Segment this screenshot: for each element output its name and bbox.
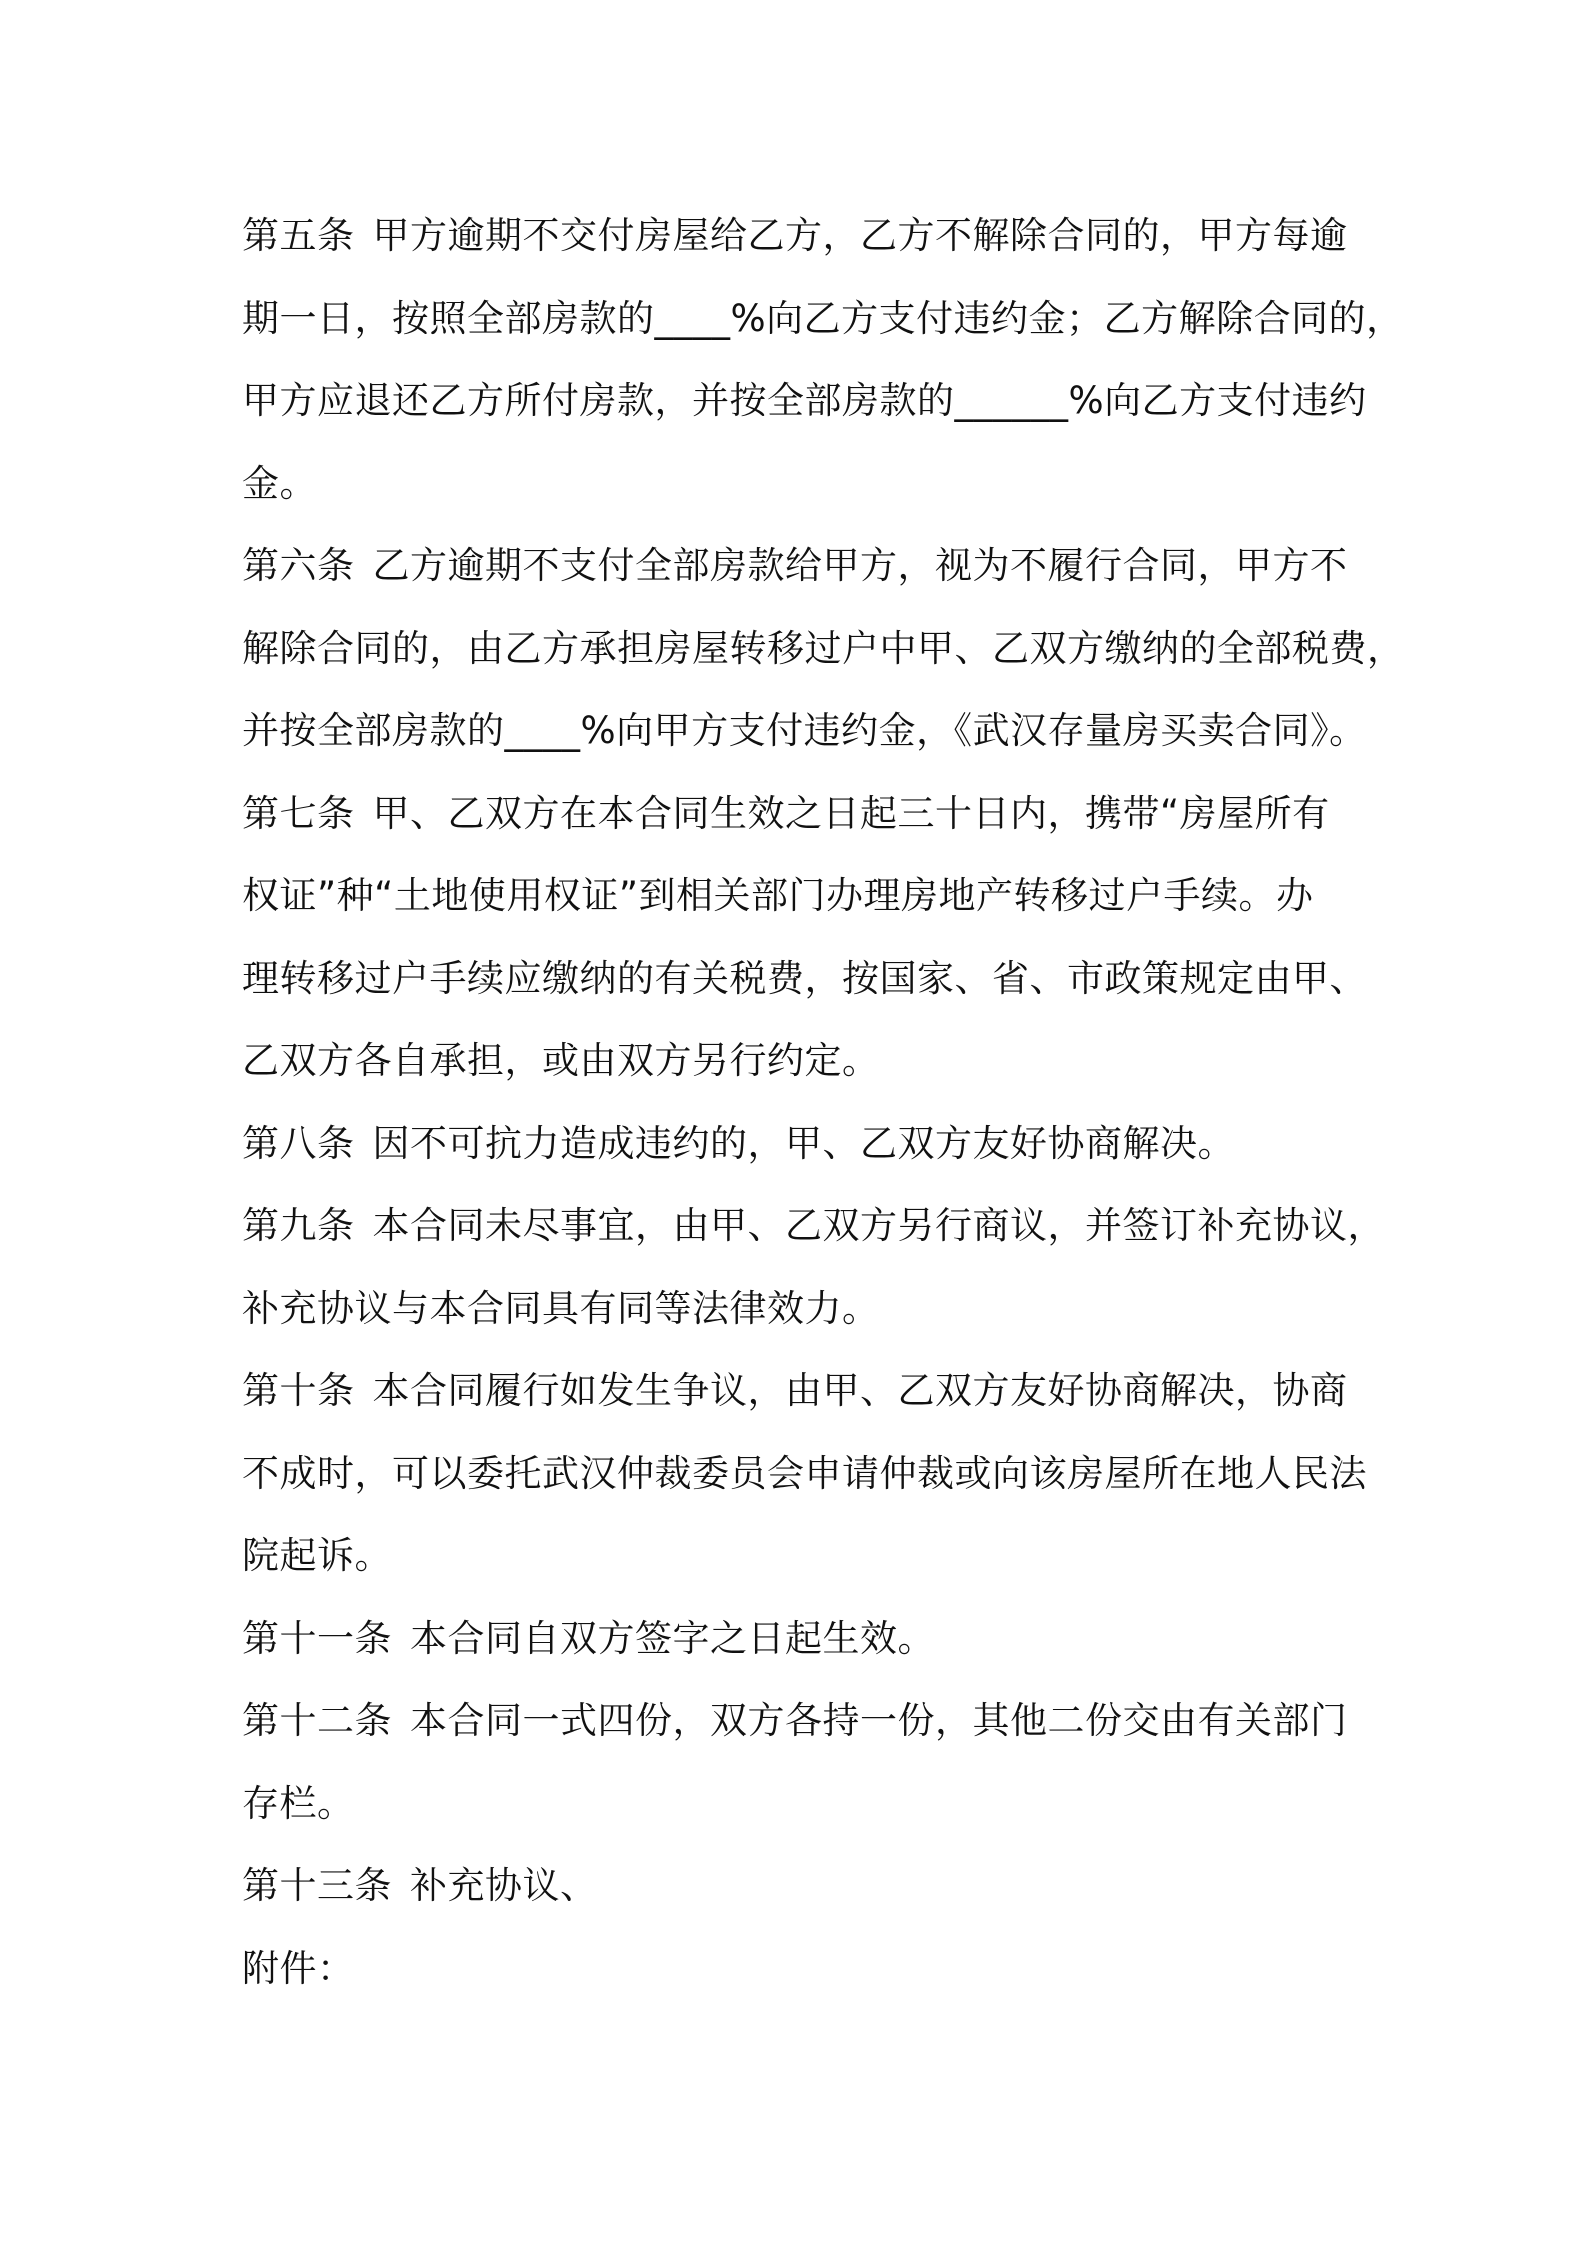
- contract-body: [242, 195, 1405, 2010]
- article-text: 甲、乙双方在本合同生效之日起三十日内，携带“房屋所有: [372, 791, 1330, 835]
- article-10-line-3: 院起诉。: [242, 1534, 392, 1577]
- article-text: 因不可抗力造成违约的，甲、乙双方友好协商解决。: [372, 1121, 1235, 1165]
- article-text: 本合同一式四份，双方各持一份，其他二份交由有关部门: [410, 1699, 1348, 1742]
- article-number: 第九条: [242, 1204, 355, 1247]
- article-11-line-1: [242, 1598, 1372, 1681]
- attachment-label: 附件：: [242, 1946, 355, 1990]
- article-5-line-1: [242, 195, 1372, 278]
- article-13-line-1: [242, 1845, 1372, 1928]
- article-7-line-3: 理转移过户手续应缴纳的有关税费，按国家、省、市政策规定由甲、: [242, 956, 1367, 1000]
- article-6-line-3: 并按全部房款的____%向甲方支付违约金，《武汉存量房买卖合同》。: [242, 709, 1367, 752]
- article-5-line-3: 甲方应退还乙方所付房款，并按全部房款的______%向乙方支付违约: [242, 379, 1367, 422]
- article-7-line-4: 乙双方各自承担，或由双方另行约定。: [242, 1039, 880, 1082]
- article-7-line-1: [242, 773, 1372, 856]
- article-number: 第八条: [242, 1121, 355, 1165]
- article-text: 本合同未尽事宜，由甲、乙双方另行商议，并签订补充协议，: [372, 1204, 1385, 1247]
- article-6-line-2: 解除合同的，由乙方承担房屋转移过户中甲、乙双方缴纳的全部税费，: [242, 626, 1405, 670]
- article-9-line-2: 补充协议与本合同具有同等法律效力。: [242, 1286, 880, 1330]
- article-number: 第十条: [242, 1369, 355, 1412]
- article-text: 乙方逾期不支付全部房款给甲方，视为不履行合同，甲方不: [372, 544, 1348, 587]
- article-number: 第五条: [242, 214, 355, 257]
- article-text: 补充协议、: [410, 1864, 598, 1907]
- article-number: 第十三条: [242, 1864, 392, 1907]
- article-5-line-2: 期一日，按照全部房款的____%向乙方支付违约金；乙方解除合同的，: [242, 296, 1404, 340]
- article-12-line-2: 存栏。: [242, 1781, 355, 1825]
- article-text: 本合同履行如发生争议，由甲、乙双方友好协商解决，协商: [372, 1369, 1348, 1412]
- article-10-line-1: [242, 1350, 1372, 1433]
- article-text: 甲方逾期不交付房屋给乙方，乙方不解除合同的，甲方每逾: [372, 214, 1348, 257]
- article-7-line-2: 权证”种“土地使用权证”到相关部门办理房地产转移过户手续。办: [242, 874, 1314, 917]
- article-9-line-1: [242, 1185, 1385, 1268]
- article-number: 第十一条: [242, 1616, 392, 1660]
- article-text: 本合同自双方签字之日起生效。: [410, 1616, 935, 1660]
- article-12-line-1: [242, 1680, 1372, 1763]
- article-6-line-1: [242, 525, 1372, 608]
- article-5-line-4: 金。: [242, 461, 317, 505]
- article-number: 第六条: [242, 544, 355, 587]
- article-number: 第十二条: [242, 1699, 392, 1742]
- article-number: 第七条: [242, 791, 355, 835]
- article-8-line-1: [242, 1103, 1372, 1186]
- article-10-line-2: 不成时，可以委托武汉仲裁委员会申请仲裁或向该房屋所在地人民法: [242, 1451, 1367, 1495]
